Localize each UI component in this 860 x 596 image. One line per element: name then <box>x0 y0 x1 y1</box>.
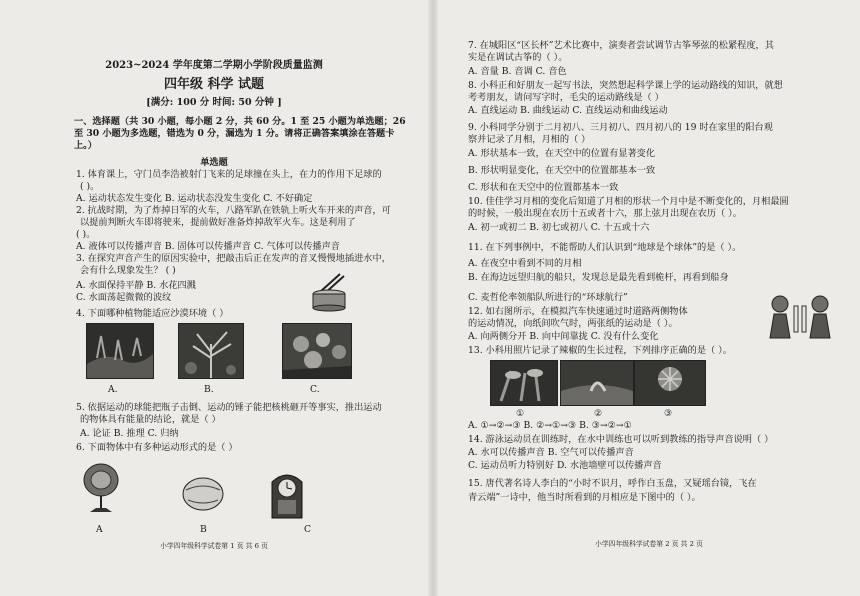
instructions-line: 上。） <box>74 140 97 151</box>
photo-number: ③ <box>664 408 673 419</box>
question-10-options: A. 初一或初二 B. 初七或初八 C. 十五或十六 <box>468 222 650 233</box>
question-3-stem: 会有什么现象发生？ ( ) <box>80 265 176 276</box>
ball-illustration <box>178 472 228 512</box>
question-7-stem: 实是在调试古筝的（ ）。 <box>468 52 568 63</box>
photo-number: ① <box>516 408 525 419</box>
pepper-photo-3 <box>634 360 706 406</box>
question-5-options: A. 论证 B. 推理 C. 归纳 <box>80 428 179 439</box>
desert-plant-photo-c <box>282 323 352 379</box>
question-1-blank: ( )。 <box>80 181 100 192</box>
question-12-stem: 的运动情况，向纸间吹气时，两张纸的运动是（ ）。 <box>468 318 678 329</box>
option-label: A. <box>108 384 118 395</box>
desert-plant-photo-a <box>86 323 154 379</box>
page-footer: 小学四年级科学试卷第 1 页 共 6 页 <box>160 542 268 550</box>
question-2-stem: 2. 抗战时期，为了炸掉日军的火车，八路军趴在铁轨上听火车开来的声音，可 <box>76 205 391 216</box>
option-label: A <box>96 524 103 535</box>
question-8-options: A. 直线运动 B. 曲线运动 C. 直线运动和曲线运动 <box>468 105 668 116</box>
question-11-option: C. 麦哲伦率领船队所进行的“环球航行” <box>468 292 628 303</box>
option-label: C <box>304 524 312 535</box>
spinning-top-illustration <box>80 460 122 516</box>
pepper-photo-1 <box>490 360 558 406</box>
question-6-stem: 6. 下面物体中有多种运动形式的是（ ） <box>76 442 238 453</box>
question-14-options: A. 水可以传播声音 B. 空气可以传播声音 <box>468 447 634 458</box>
desert-plant-photo-b <box>178 323 244 379</box>
question-3-options: C. 水面荡起微微的波纹 <box>76 292 172 303</box>
right-page <box>438 0 860 596</box>
question-15-stem: 青云端”一诗中，他当时所看到的月相应是下图中的（ ）。 <box>468 492 701 503</box>
section-heading: 单选题 <box>200 157 228 168</box>
question-10-stem: 的时候，一般出现在农历十五或者十六，那上弦月出现在农历（ ）。 <box>468 208 742 219</box>
question-5-stem: 的物体具有能量的结论，就是（ ） <box>80 414 221 425</box>
page-footer: 小学四年级科学试卷第 2 页 共 2 页 <box>595 540 703 548</box>
option-label: C. <box>310 384 320 395</box>
tuning-fork-beaker-illustration <box>306 270 352 312</box>
question-3-options: A. 水面保持平静 B. 水花四溅 <box>76 280 196 291</box>
question-13-stem: 13. 小科用照片记录了辣椒的生长过程，下列排序正确的是（ ）。 <box>468 345 732 356</box>
question-11-option: B. 在海边远望归航的船只，发现总是最先看到桅杆，再看到船身 <box>468 272 729 283</box>
exam-subtitle: 四年级 科学 试题 <box>163 77 265 92</box>
question-9-option: A. 形状基本一致，在天空中的位置有显著变化 <box>468 148 656 159</box>
question-3-stem: 3. 在探究声音产生的原因实验中，把敲击后正在发声的音叉慢慢地插进水中， <box>76 253 391 264</box>
instructions-line: 一、选择题（共 30 小题，每小题 2 分，共 60 分。1 至 25 小题为单选题；26 <box>74 116 406 127</box>
page-fold <box>428 0 438 596</box>
question-14-stem: 14. 游泳运动员在训练时，在水中训练也可以听到教练的指导声音说明（ ） <box>468 434 774 445</box>
question-8-stem: 考考朋友，请问写字时，毛尖的运动路线是（ ） <box>468 92 664 103</box>
question-1-stem: 1. 体育课上，守门员李浩被射门飞来的足球撞在头上，在力的作用下足球的 <box>76 169 382 180</box>
question-12-options: A. 向两侧分开 B. 向中间靠拢 C. 没有什么变化 <box>468 331 659 342</box>
question-11-stem: 11. 在下列事例中，不能帮助人们认识到“地球是个球体”的是（ ）。 <box>468 242 742 253</box>
question-2-options: A. 液体可以传播声音 B. 固体可以传播声音 C. 气体可以传播声音 <box>76 241 340 252</box>
option-label: B. <box>204 384 214 395</box>
question-2-stem: 以提前判断火车即将驶来，提前做好准备炸掉敌军火车。这是利用了 <box>80 217 356 228</box>
question-12-stem: 12. 如右图所示，在模拟汽车快速通过时道路两侧物体 <box>468 306 688 317</box>
question-13-options: A. ①→②→③ B. ②→①→③ B. ③→②→① <box>468 420 632 431</box>
question-15-stem: 15. 唐代著名诗人李白的“小时不识月，呼作白玉盘，又疑瑶台镜，飞在 <box>468 478 757 489</box>
question-5-stem: 5. 依据运动的球能把瓶子击倒、运动的锤子能把核桃砸开等事实，推出运动 <box>76 402 382 413</box>
blowing-paper-illustration <box>768 292 832 340</box>
instructions-line: 至 30 小题为多选题，错选为 0 分，漏选为 1 分。请将正确答案填涂在答题卡 <box>74 128 395 139</box>
pendulum-clock-illustration <box>268 468 306 520</box>
question-9-option: C. 形状和在天空中的位置都基本一致 <box>468 182 619 193</box>
question-4-stem: 4. 下面哪种植物能适应沙漠环境（ ） <box>76 308 229 319</box>
question-7-stem: 7. 在城阳区“区长杯”艺术比赛中，演奏者尝试调节古筝琴弦的松紧程度，其 <box>468 40 774 51</box>
question-9-stem: 9. 小科同学分别于二月初八、三月初八、四月初八的 19 时在家里的阳台观 <box>468 122 773 133</box>
question-9-stem: 察并记录了月相，月相的（ ） <box>468 134 591 145</box>
exam-meta: [满分: 100 分 时间: 50 分钟 ] <box>146 97 282 108</box>
option-label: B <box>200 524 207 535</box>
exam-title: 2023~2024 学年度第二学期小学阶段质量监测 <box>105 60 323 71</box>
left-page <box>0 0 428 596</box>
question-11-option: A. 在夜空中看到不同的月相 <box>468 258 582 269</box>
question-8-stem: 8. 小科正和好朋友一起写书法，突然想起科学课上学的运动路线的知识，就想 <box>468 80 783 91</box>
question-14-options: C. 运动员听力特别好 D. 水池墙壁可以传播声音 <box>468 460 662 471</box>
photo-number: ② <box>594 408 603 419</box>
question-9-option: B. 形状明显变化，在天空中的位置都基本一致 <box>468 165 656 176</box>
question-7-options: A. 音量 B. 音调 C. 音色 <box>468 66 567 77</box>
question-1-options: A. 运动状态发生变化 B. 运动状态没发生变化 C. 不好确定 <box>76 193 313 204</box>
question-10-stem: 10. 佳佳学习月相的变化后知道了月相的形状一个月中是不断变化的，月相最圆 <box>468 196 789 207</box>
question-2-blank: ( )。 <box>76 229 96 240</box>
pepper-photo-2 <box>560 360 634 406</box>
